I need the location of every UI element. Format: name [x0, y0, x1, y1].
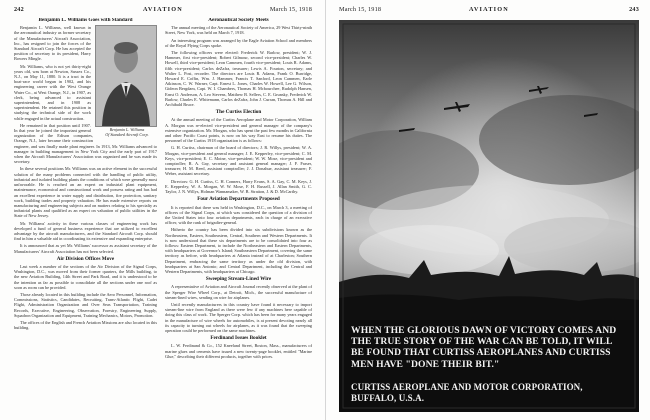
paragraph: Last week a number of the sections of the Air Division of the Signal Corps, Washington, D.C., was moved from their former quarters, the Mills building, to the new Aviation Building, 14th Street and Park Road, and it is understood to be the intention as far as possible to consolidate all the sections under one roof as soon as room can be provided. — [14, 263, 157, 290]
right-running-title: AVIATION — [469, 6, 509, 13]
left-page-number: 242 — [14, 6, 24, 13]
paragraph: An interesting program was arranged by the Eagle Aviation School and members of the Royal Flying Corps spoke. — [165, 37, 312, 48]
article-heading-aeronautical-society: Aeronautical Society Meets — [208, 18, 269, 23]
left-page-date: March 15, 1918 — [269, 6, 312, 13]
paragraph: L. W. Ferdinand & Co., 152 Kneeland Street, Boston, Mass., manufacturers of marine glues and cements have issued a new twenty-page booklet, entitled "Marine Glue," describing their different products, together with prices. — [165, 343, 312, 359]
ad-headline: WHEN THE GLORIOUS DAWN OF VICTORY COMES AND THE TRUE STORY OF THE WAR CAN BE TOLD, IT WILL BE FOUND THAT CURTISS AEROPLANES AND CURTISS MEN HAVE "DONE THEIR BIT." — [351, 325, 617, 370]
paragraph: It is reported that there was held in Washington, D.C., on March 3, a meeting of officers of the Signal Corps, at which was considered the question of a division of the United States into four aviation departments, each in charge of an executive officer, with the rank of brigadier-general. — [165, 204, 312, 226]
ad-company-name: CURTISS AEROPLANE AND MOTOR CORPORATION, BUFFALO, U.S.A. — [351, 382, 583, 403]
article-heading-four-departments: Four Aviation Departments Proposed — [197, 196, 280, 203]
left-running-title: AVIATION — [143, 6, 183, 13]
article-heading-williams: Benjamin L. Williams Goes with Standard — [38, 18, 133, 23]
right-page — [326, 0, 650, 420]
paragraph: The offices of the English and French Aviation Missions are also located in this building. — [14, 319, 157, 331]
right-page-header — [339, 6, 639, 15]
article-heading-curtiss-election: The Curtiss Election — [215, 109, 262, 116]
paragraph: Those already located in this building include the Aero Personnel, Information, Commissions, Statistics, Candidates, Recruiting, Trans-Atlantic Flight, Cadet Flight, Administration Organization and Over Seas Transportation, Training Records, Executive, Engineering, Observation, Forestry, Engineering Supply, Squadron Organization and Equipment, Training Mechanics, Motors, Promotion. — [14, 291, 157, 318]
paragraph: In these several positions Mr. Williams was an active element in the successful solution of the many problems connected with the handling of public utility, industrial and isolated building plants the conditions of which were generally most unfavorable. He is reached an an expert on industrial plant equipment, maintenance, economical and constructional work and possess rating and has had an excellent experience in water supply and distribution, fire protection, sanitary work, building trades and property valuation. He has made extensive reports on manufacturing and engineering subjects and on matters relating to his specialty as industrial plants and qualified as an expert on valuation of public utilities in the State of New Jersey. — [14, 166, 157, 219]
left-page-header — [14, 6, 312, 15]
portrait-caption — [97, 128, 157, 137]
paragraph: Directors: G. H. Curtiss, C. H. Conners, Harry Evans, S. A. Gay, C. M. Keys, J. E. Kepperley, W. A. Morgan, W. W. Mose, F. H. Russell, J. Allan Smith, G. C. Taylor, J. N. Willys, Holman Wannamaker, W. B. Stratton, J. & D. McCarthy. — [165, 178, 312, 195]
paragraph: A representative of Aviation and Aircraft Journal recently observed at the plant of the Sperger Wire Wheel Corp., at Detroit, Mich., the successful manufacture of stream-lined wires, sending on wire for airplanes. — [165, 284, 312, 300]
paragraph: Benjamin L. Williams, well known in the aeronautical industry as former secretary of the Manufacturers' Aircraft Association, Inc., has resigned to join the forces of the Standard Aircraft Corp. He has accepted the position of secretary to its president, Harry Bowers Mingle. — [14, 25, 91, 62]
article-heading-ferdinand-booklet: Ferdinand Issues Booklet — [210, 335, 267, 342]
right-page-date: March 15, 1918 — [339, 6, 382, 13]
caption-role: Of Standard Aircraft Corp. — [105, 131, 149, 137]
article-heading-stream-lined-wire: Sweeping Stream-Lined Wire — [205, 276, 272, 283]
paragraph: He remained in that position until 1907. In that year he joined the important general organization of the Edison companies, Orange, N.J., later became their construction engineer, and was finally made plant engineer. In 1913, Mr. Williams advanced to manager in building management in New York City and the early part of 1917 when the Aircraft Manufacturers' Association was organized and he was made its secretary. — [14, 122, 157, 165]
paragraph: Mr. Williams, who is not yet thirty-eight years old, was born at Newton, Sussex Co., N.J., on May 11, 1880. It is a tract in the boat-race world begun in 1902, and his engineering career with the West Orange Water Co., at West Orange, N.J., in 1907, as clerk, being advanced to assistant superintendent, and in 1908 as superintendent. He retained this position in studying the technical side of the work while engaged in the actual construction. — [14, 63, 91, 121]
paragraph: At the annual meeting of the Curtiss Aeroplane and Motor Corporation, William A. Morgan was re-elected vice-president and general manager of the company's extensive organization. Mr. Morgan, who has spent the past few months in California and other Pacific Coast points, is now on his way East to resume his duties. The personnel of the Curtiss 1918 organization is as follows: — [165, 117, 312, 144]
article-heading-air-division: Air Division Offices Move — [56, 255, 115, 262]
paragraph: Hitherto the country has been divided into six subdivisions known as the Northeastern, Eastern, Southeastern, Central, Southern and Western Departments. It is now understood that these six departments are to be consolidated into four as follows: Eastern Department, to include the Northeastern and Eastern Departments, with headquarters at Governor's Island; Southeastern Department, covering the same territory as before, with headquarters at Atlanta instead of at Charleston; Southern Department, embracing the same territory as under the old division, with headquarters at San Antonio; and Central Department, including the Central and Western Departments, with headquarters at Chicago. — [165, 227, 312, 274]
right-page-number: 243 — [629, 6, 639, 13]
portrait-photo — [95, 25, 157, 127]
portrait-figure-icon — [96, 26, 156, 126]
paragraph: The following officers were elected: Frederick W. Barlow, president; W. J. Hammer, first vice-president; Robert Gilmour, second vice-president; Charles W. Howell, third vice-president; Leon Cammen, fourth vice-president; Louis R. Adams, fifth vice-president; Carlos deZafra, treasurer; Lewis A. Fourton, secretary; and Walter L. Post, recorder. The directors are Louis R. Adams, Frank O. Burridge, Howard E. Coffin, Wm. J. Hammer, Francis T. Sanford, Leon Cammen, Earle Atkinson, C. W. Warner, Capt. Ernest L. Jones, Charles W. Howell, Lee G. Wilson, Gideon Bergdam, Capt. W. I. Chambers, Thomas H. Mcbourchee, Rudolph Hansen, Ernst O. Anderson, A. Leo Stevens, Matthew B. Sellers, C. E. Grunsky, Frederick W. Barlow, Charles E. Whitemann, Carlos deZafra, John J. Curran, Thomas A. Hill and Archibald Bruce. — [165, 50, 312, 108]
left-column-1 — [14, 18, 157, 416]
paragraph: It is announced that as yet Mr. Williams' successor as assistant secretary of the Manufacturers' Aircraft Association has not been selected. — [14, 243, 157, 254]
paragraph: Until recently manufacturers in this country have found it necessary to import stream-line wire from England as there were few if any machines here capable of doing this class of work. The Sperger Corp. which has been for many years engaged in the manufacture of wire wheels for automobiles, is at present devoting nearly all its capacity to turning out wheels for airplanes, as it was found that the sweeping operation could be performed on the same machines. — [165, 301, 312, 333]
left-column-2 — [165, 18, 312, 416]
caption-name: Benjamin L. Williams — [109, 127, 145, 133]
paragraph: G. H. Curtiss, chairman of the board of directors; J. R. Willys, president; W. A. Morgan, vice-president and general manager; J. E. Kepperley, vice-president; C. M. Keys, vice-president; E. C. Moine, vice-president; W. W. Mose, vice-president and comptroller; R. A. Gay, secretary and assistant general manager; J. F. Fraser, treasurer; H. M. Reed, assistant comptroller; J. J. Donahue, assistant treasurer; F. Weber, assistant secretary. — [165, 145, 312, 177]
paragraph: Mr. Williams' activity in these various classes of engineering work has developed a fund of general business experience that are utilized to excellent advantage by the aircraft manufacturers, and the Standard Aircraft Corp. should find in him a valuable aid in coordinating its extensive and expanding enterprise. — [14, 220, 157, 242]
curtiss-advertisement — [339, 20, 639, 412]
paragraph: The annual meeting of the Aeronautical Society of America, 29 West Thirty-ninth Street, New York, was held on March 7, 1918. — [165, 25, 312, 36]
